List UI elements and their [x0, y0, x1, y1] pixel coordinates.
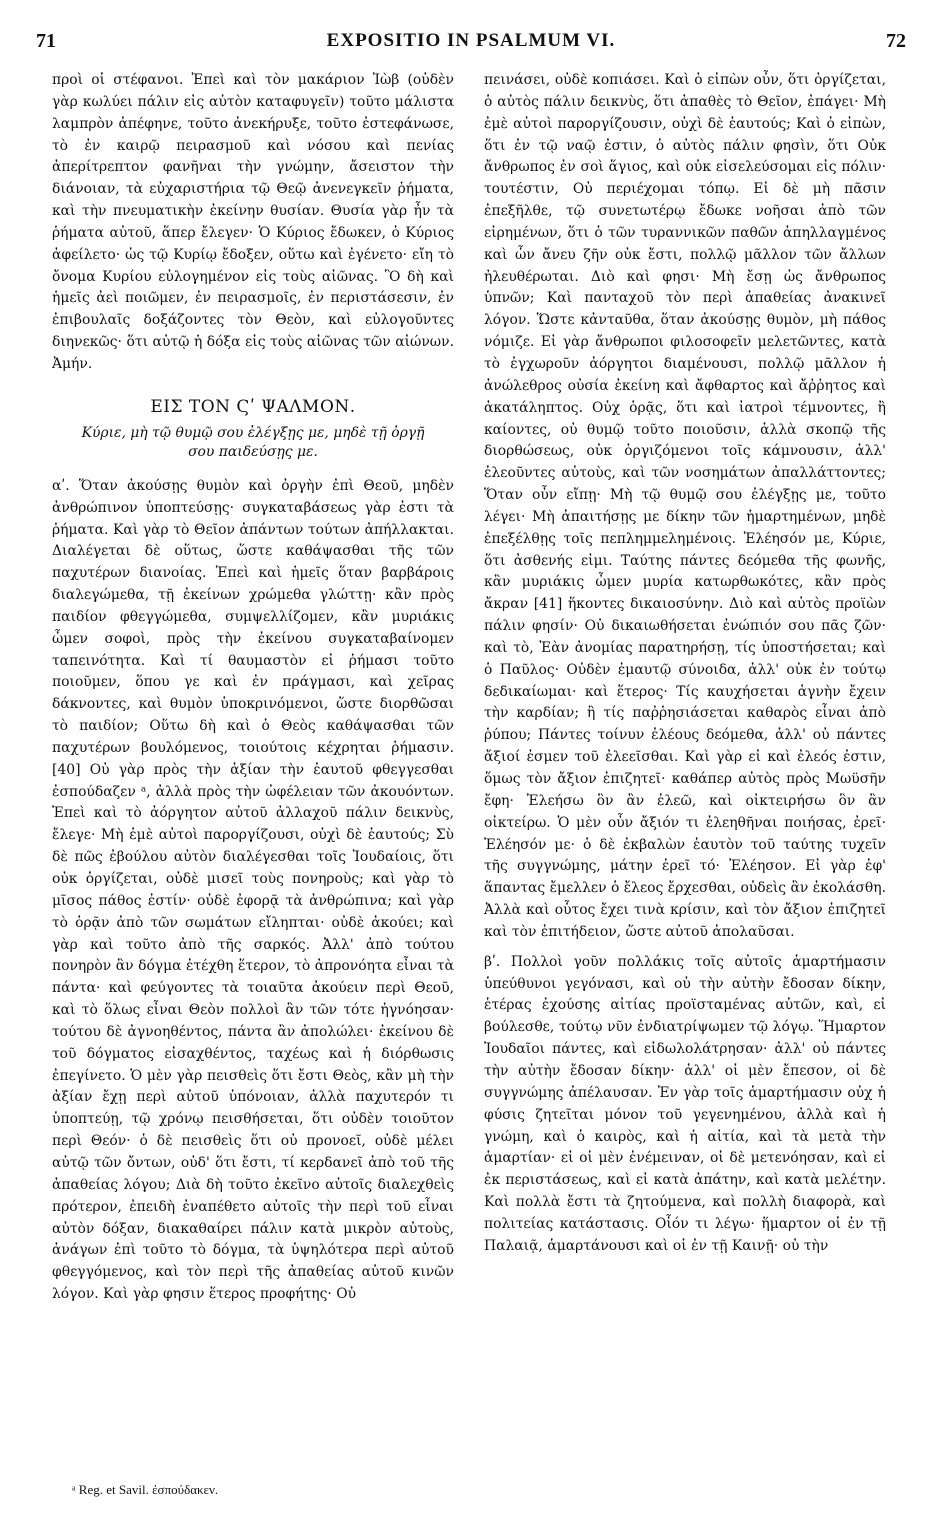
- right-column: [484, 70, 886, 1258]
- paragraph-job-conclusion: προὶ οἱ στέφανοι. Ἐπεὶ καὶ τὸν μακάριον Ἰὼβ (οὐδὲν γὰρ κωλύει πάλιν εἰς αὐτὸν καταφυγεῖν) τοῦτο μάλιστα λαμπρὸν ἀπέφηνε, τοῦτο ἀνεκήρυξε, τοῦτο ἐστεφάνωσε, τὸ ἐν καιρῷ πειρασμοῦ καὶ νόσου καὶ πενίας ἀπερίτρεπτον φανῆναι τὴν γνώμην, ἄσειστον τὴν διάνοιαν, τὰ εὐχαριστήρια τῷ Θεῷ ἀνενεγκεῖν ῥήματα, καὶ τὴν πνευματικὴν ἐκείνην θυσίαν. Θυσία γὰρ ἦν τὰ ῥήματα αὐτοῦ, ἅπερ ἔλεγεν· Ὁ Κύριος ἔδωκεν, ὁ Κύριος ἀφείλετο· ὡς τῷ Κυρίῳ ἔδοξεν, οὕτω καὶ ἐγένετο· εἴη τὸ ὄνομα Κυρίου εὐλογημένον εἰς τοὺς αἰῶνας. Ὃ δὴ καὶ ἡμεῖς ἀεὶ ποιῶμεν, ἐν πειρασμοῖς, ἐν περιστάσεσιν, ἐν ἐπιβουλαῖς δοξάζοντες τὸν Θεὸν, καὶ εὐλογοῦντες διηνεκῶς· ὅτι αὐτῷ ἡ δόξα εἰς τοὺς αἰῶνας τῶν αἰώνων. Ἀμήν.: [52, 72, 454, 372]
- left-page-number: 71: [36, 30, 56, 52]
- running-title: EXPOSITIO IN PSALMUM VI.: [326, 30, 616, 51]
- paragraph-gap: [484, 944, 886, 952]
- paragraph-section-one: αʹ. Ὅταν ἀκούσῃς θυμὸν καὶ ὀργὴν ἐπὶ Θεοῦ, μηδὲν ἀνθρώπινον ὑποπτεύσῃς· συγκαταβάσεως γὰρ ἐστι τὰ ῥήματα. Καὶ γὰρ τὸ Θεῖον ἀπάντων τούτων ἀπήλλακται. Διαλέγεται δὲ οὕτως, ὥστε καθάψασθαι τῆς τῶν παχυτέρων διανοίας. Ἐπεὶ καὶ ἡμεῖς ὅταν βαρβάροις διαλεγώμεθα, τῇ ἐκείνων χρώμεθα γλώττῃ· κἂν πρὸς παιδίον φθεγγώμεθα, συμψελλίζομεν, κἂν μυριάκις ὦμεν σοφοὶ, πρὸς τὴν ἐκείνου συγκαταβαίνομεν ταπεινότητα. Καὶ τί θαυμαστὸν εἰ ῥήμασι τοῦτο ποιοῦμεν, ὅπου γε καὶ ἐν πράγμασι, καὶ χεῖρας δάκνοντες, καὶ θυμὸν ὑποκρινόμενοι, ὥστε διορθῶσαι τὸ παιδίον; Οὕτω δὴ καὶ ὁ Θεὸς καθάψασθαι τῶν παχυτέρων βουλόμενος, τοιούτοις κέχρηται ῥήμασιν. [40] Οὐ γὰρ πρὸς τὴν ἀξίαν τὴν ἑαυτοῦ φθεγγεσθαι ἐσπούδαζεν ᵃ, ἀλλὰ πρὸς τὴν ὠφέλειαν τῶν ἀκουόντων. Ἐπεὶ καὶ τὸ ἀόργητον αὐτοῦ ἀλλαχοῦ πάλιν δεικνὺς, ἔλεγε· Μὴ ἐμὲ αὐτοὶ παροργίζουσι, οὐχὶ δὲ ἑαυτούς; Σὺ δὲ πῶς ἐβούλου αὐτὸν διαλέγεσθαι τοῖς Ἰουδαίοις, ὅτι οὐκ ὀργίζεται, οὐδὲ μισεῖ τοὺς πονηροὺς; καὶ γὰρ τὸ μῖσος πάθος ἐστίν· οὐδὲ ἐφορᾷ τὰ ἀνθρώπινα; καὶ γὰρ τὸ ὁρᾷν ἀπὸ τῶν σωμάτων εἴληπται· οὐδὲ ἀκούει; καὶ γὰρ καὶ τοῦτο ἀπὸ τῆς σαρκός. Ἀλλ' ἀπὸ τούτου πονηρὸν ἂν δόγμα ἐτέχθη ἕτερον, τὸ ἀπρονόητα εἶναι τὰ πάντα· καὶ φεύγοντες τὰ τοιαῦτα ἀκούειν περὶ Θεοῦ, καὶ τὸ ὅλως εἶναι Θεὸν πολλοὶ ἂν τῶν τότε ἠγνόησαν· τούτου δὲ ἀγνοηθέντος, πάντα ἂν ἀπολώλει· ἐκείνου δὲ τοῦ δόγματος εἰσαχθέντος, ταχέως καὶ ἡ διόρθωσις ἐπεγίνετο. Ὁ μὲν γὰρ πεισθεὶς ὅτι ἔστι Θεὸς, κἂν μὴ τὴν ἀξίαν ἔχῃ περὶ αὐτοῦ ὑπόνοιαν, ἀλλὰ παχυτερόν τι ὑποπτεύῃ, τῷ χρόνῳ πεισθήσεται, ὅτι οὐδὲν τοιοῦτον περὶ Θεόν· ὁ δὲ πεισθεὶς ὅτι οὐ προνοεῖ, οὐδὲ μέλει αὐτῷ τῶν ὄντων, οὐδ' ὅτι ἔστι, τί κερδανεῖ ἀπὸ τοῦ τῆς ἀπαθείας λόγου; Διὰ δὴ τοῦτο ἐκεῖνο αὐτοῖς διαλεχθεὶς πρότερον, ἐπειδὴ ἐναπέθετο αὐτοῖς τὴν περὶ τοῦ εἶναι αὐτὸν δόξαν, διακαθαίρει πάλιν κατὰ μικρὸν αὐτοὺς, ἀνάγων ἐπὶ τοῦτο τὸ δόγμα, τὰ ὑψηλότερα περὶ αὐτοῦ φθεγγόμενος, καὶ τὸν περὶ τῆς ἀπαθείας αὐτοῦ κινῶν λόγον. Καὶ γὰρ φησιν ἕτερος προφήτης· Οὐ: [52, 477, 454, 1303]
- section-title: ΕΙΣ ΤΟΝ Ϛʹ ΨΑΛΜΟΝ.: [150, 396, 356, 417]
- psalm-verse: Κύριε, μὴ τῷ θυμῷ σου ἐλέγξῃς με, μηδὲ τῇ ὀργῇ σου παιδεύσῃς με.: [81, 424, 425, 460]
- right-page-number: 72: [886, 30, 906, 52]
- page-header: [36, 30, 906, 64]
- paragraph-section-two: βʹ. Πολλοὶ γοῦν πολλάκις τοῖς αὐτοῖς ἁμαρτήμασιν ὑπεύθυνοι γεγόνασι, καὶ οὐ τὴν αὐτὴν ἔδοσαν δίκην, ἑτέρας ἐχούσης αἰτίας προϊσταμένας αὐτῶν, καὶ, εἰ βούλεσθε, τούτῳ νῦν ἐνδιατρίψωμεν τῷ λόγῳ. Ἥμαρτον Ἰουδαῖοι πάντες, καὶ εἰδωλολάτρησαν· ἀλλ' οὐ πάντες τὴν αὐτὴν ἔδοσαν δίκην· ἀλλ' οἱ μὲν ἔπεσον, οἱ δὲ συγγνώμης ἀπέλαυσαν. Ἐν γὰρ τοῖς ἁμαρτήμασιν οὐχ ἡ φύσις ζητεῖται μόνον τοῦ γεγενημένου, ἀλλὰ καὶ ἡ γνώμη, καὶ ὁ καιρὸς, καὶ ἡ αἰτία, καὶ τὰ μετὰ τὴν ἁμαρτίαν· εἰ οἱ μὲν ἐνέμειναν, οἱ δὲ μετενόησαν, καὶ εἰ ἐκ περιστάσεως, καὶ εἰ κατὰ ἀπάτην, καὶ κατὰ μελέτην. Καὶ πολλὰ ἔστι τὰ ζητούμενα, καὶ πολλὴ διαφορὰ, καὶ πολιτείας κατάστασις. Οἷόν τι λέγω· ἥμαρτον οἱ ἐν τῇ Παλαιᾷ, ἁμαρτάνουσι καὶ οἱ ἐν τῇ Καινῇ· οὐ τὴν: [484, 953, 886, 1254]
- left-column: [52, 70, 454, 1306]
- footnote: ᵃ Reg. et Savil. ἐσπούδακεν.: [72, 1482, 219, 1497]
- paragraph-continuation: πεινάσει, οὐδὲ κοπιάσει. Καὶ ὁ εἰπὼν οὖν, ὅτι ὀργίζεται, ὁ αὐτὸς πάλιν δεικνὺς, ὅτι ἀπαθὲς τὸ Θεῖον, ἐπάγει· Μὴ ἐμὲ αὐτοὶ παροργίζουσιν, οὐχὶ δὲ ἑαυτούς; Καὶ ὁ εἰπὼν, ὅτι ἐν τῷ ναῷ ἐστιν, ὁ αὐτὸς πάλιν φησὶν, ὅτι Οὐκ ἄνθρωπος ἐν σοὶ ἅγιος, καὶ οὐκ εἰσελεύσομαι εἰς πόλιν· τουτέστιν, Οὐ περιέχομαι τόπῳ. Εἰ δὲ μὴ πᾶσιν ἐπεξῆλθε, τῷ συνετωτέρῳ ἔδωκε νοῆσαι ἀπὸ τῶν εἰρημένων, ὅτι ὁ τῶν τυραννικῶν παθῶν ἀπηλλαγμένος καὶ ὧν ἄνευ ζῆν οὐκ ἔστι, πολλῷ μᾶλλον τῶν ἄλλων ἠλευθέρωται. Διὸ καὶ φησι· Μὴ ἔσῃ ὡς ἄνθρωπος ὑπνῶν; Καὶ πανταχοῦ τὸν περὶ ἀπαθείας ἀνακινεῖ λόγον. Ὥστε κἀνταῦθα, ὅταν ἀκούσῃς θυμὸν, μὴ πάθος νόμιζε. Εἰ γὰρ ἄνθρωποι φιλοσοφεῖν μελετῶντες, κατὰ τὸ ἐγχωροῦν ἀόργητοι διαμένουσι, πολλῷ μᾶλλον ἡ ἀνώλεθρος οὐσία ἐκείνη καὶ ἄφθαρτος καὶ ἄῤῥητος καὶ ἀκατάληπτος. Οὐχ ὁρᾷς, ὅτι καὶ ἰατροὶ τέμνοντες, ἢ καίοντες, οὐ θυμῷ τοῦτο ποιοῦσιν, ἀλλὰ σκοπῷ τῆς διορθώσεως, οὐκ ὀργιζόμενοι τοῖς κάμνουσιν, ἀλλ' ἐλεοῦντες αὐτοὺς, καὶ τῶν νοσημάτων ἀπαλλάττοντες; Ὅταν οὖν εἴπῃ· Μὴ τῷ θυμῷ σου ἐλέγξῃς με, τοῦτο λέγει· Μὴ ἀπαιτήσῃς με δίκην τῶν ἡμαρτημένων, μηδὲ ἐπεξέλθῃς τοῖς πεπλημμελημένοις. Ἐλέησόν με, Κύριε, ὅτι ἀσθενής εἰμι. Ταύτης πάντες δεόμεθα τῆς φωνῆς, κἂν μυριάκις ὦμεν μυρία κατωρθωκότες, κἂν πρὸς ἄκραν [41] ἥκοντες δικαιοσύνην. Διὸ καὶ αὐτὸς προϊὼν πάλιν φησίν· Οὐ δικαιωθήσεται ἐνώπιόν σου πᾶς ζῶν· καὶ τὸ, Ἐὰν ἀνομίας παρατηρήσῃ, τίς ὑποστήσεται; καὶ ὁ Παῦλος· Οὐδὲν ἐμαυτῷ σύνοιδα, ἀλλ' οὐκ ἐν τούτῳ δεδικαίωμαι· καὶ ἕτερος· Τίς καυχήσεται ἁγνὴν ἔχειν τὴν καρδίαν; ἢ τίς παῤῥησιάσεται καθαρὸς εἶναι ἀπὸ ῥύπου; Πάντες τοίνυν ἐλέους δεόμεθα, ἀλλ' οὐ πάντες ἄξιοί ἐσμεν τοῦ ἐλεεῖσθαι. Καὶ γὰρ εἰ καὶ ἐλεός ἐστιν, ὅμως τὸν ἄξιον ἐπιζητεῖ· καθάπερ αὐτὸς πρὸς Μωϋσῆν ἔφη· Ἐλεήσω ὃν ἂν ἐλεῶ, καὶ οἰκτειρήσω ὃν ἂν οἰκτείρω. Ὁ μὲν οὖν ἄξιόν τι ἐλεηθῆναι ποιήσας, ἐρεῖ· Ἐλέησόν με· ὁ δὲ ἐκβαλὼν ἑαυτὸν τοῦ ταύτης τυχεῖν τῆς συγγνώμης, μάτην ἐρεῖ τό· Ἐλέησον. Εἰ γὰρ ἐφ' ἅπαντας ἔμελλεν ὁ ἔλεος ἔρχεσθαι, οὐδεὶς ἂν ἐκολάσθη. Ἀλλὰ καὶ οὗτος ἔχει τινὰ κρίσιν, καὶ τὸν ἄξιον ἐπιζητεῖ καὶ τὸν ἐπιτήδειον, ὥστε αὐτοῦ ἀπολαῦσαι.: [484, 72, 886, 940]
